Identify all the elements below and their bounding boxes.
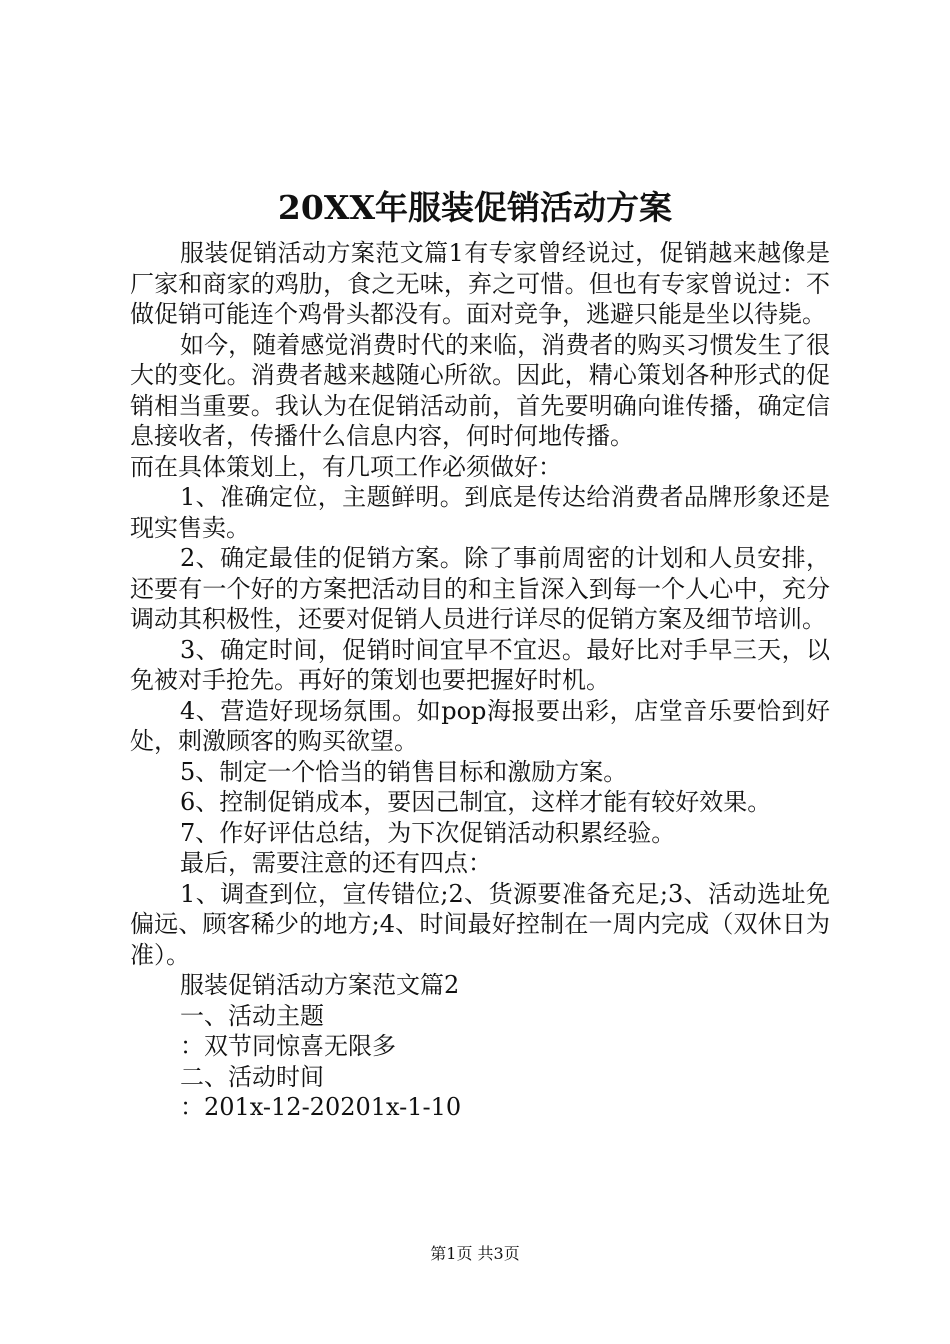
document-body — [130, 238, 830, 1123]
section-heading: 二、活动时间 — [180, 1062, 324, 1091]
paragraph: 1、调查到位，宣传错位;2、货源要准备充足;3、活动选址免偏远、顾客稀少的地方;4、时间最好控制在一周内完成（双休日为准）。 — [130, 879, 830, 969]
section-heading: 一、活动主题 — [180, 1001, 324, 1030]
paragraph: 服装促销活动方案范文篇1有专家曾经说过，促销越来越像是厂家和商家的鸡肋，食之无味，弃之可惜。但也有专家曾说过：不做促销可能连个鸡骨头都没有。面对竞争，逃避只能是坐以待毙。 — [130, 239, 830, 328]
section-heading: 服装促销活动方案范文篇2 — [180, 971, 460, 999]
page-footer: 第1页 共3页 — [430, 1244, 520, 1263]
list-item: 4、营造好现场氛围。如pop海报要出彩，店堂音乐要恰到好处，刺激顾客的购买欲望。 — [130, 696, 830, 755]
list-item: 3、确定时间，促销时间宜早不宜迟。最好比对手早三天，以免被对手抢先。再好的策划也要把握好时机。 — [130, 635, 830, 694]
paragraph: ：201x-12-20201x-1-10 — [180, 1093, 462, 1121]
paragraph: ：双节同惊喜无限多 — [180, 1032, 396, 1060]
list-item: 6、控制促销成本，要因己制宜，这样才能有较好效果。 — [180, 788, 772, 816]
paragraph: 而在具体策划上，有几项工作必须做好： — [130, 452, 562, 481]
paragraph: 如今，随着感觉消费时代的来临，消费者的购买习惯发生了很大的变化。消费者越来越随心所欲。因此，精心策划各种形式的促销相当重要。我认为在促销活动前，首先要明确向谁传播，确定信息接收者，传播什么信息内容，何时何地传播。 — [130, 330, 830, 450]
document-title: 20XX年服装促销活动方案 — [277, 188, 673, 227]
list-item: 5、制定一个恰当的销售目标和激励方案。 — [180, 757, 628, 786]
list-item: 2、确定最佳的促销方案。除了事前周密的计划和人员安排，还要有一个好的方案把活动目的和主旨深入到每一个人心中，充分调动其积极性，还要对促销人员进行详尽的促销方案及细节培训。 — [130, 544, 830, 633]
list-item: 1、准确定位，主题鲜明。到底是传达给消费者品牌形象还是现实售卖。 — [130, 483, 830, 542]
list-item: 7、作好评估总结，为下次促销活动积累经验。 — [180, 818, 676, 847]
paragraph: 最后，需要注意的还有四点： — [180, 849, 492, 877]
